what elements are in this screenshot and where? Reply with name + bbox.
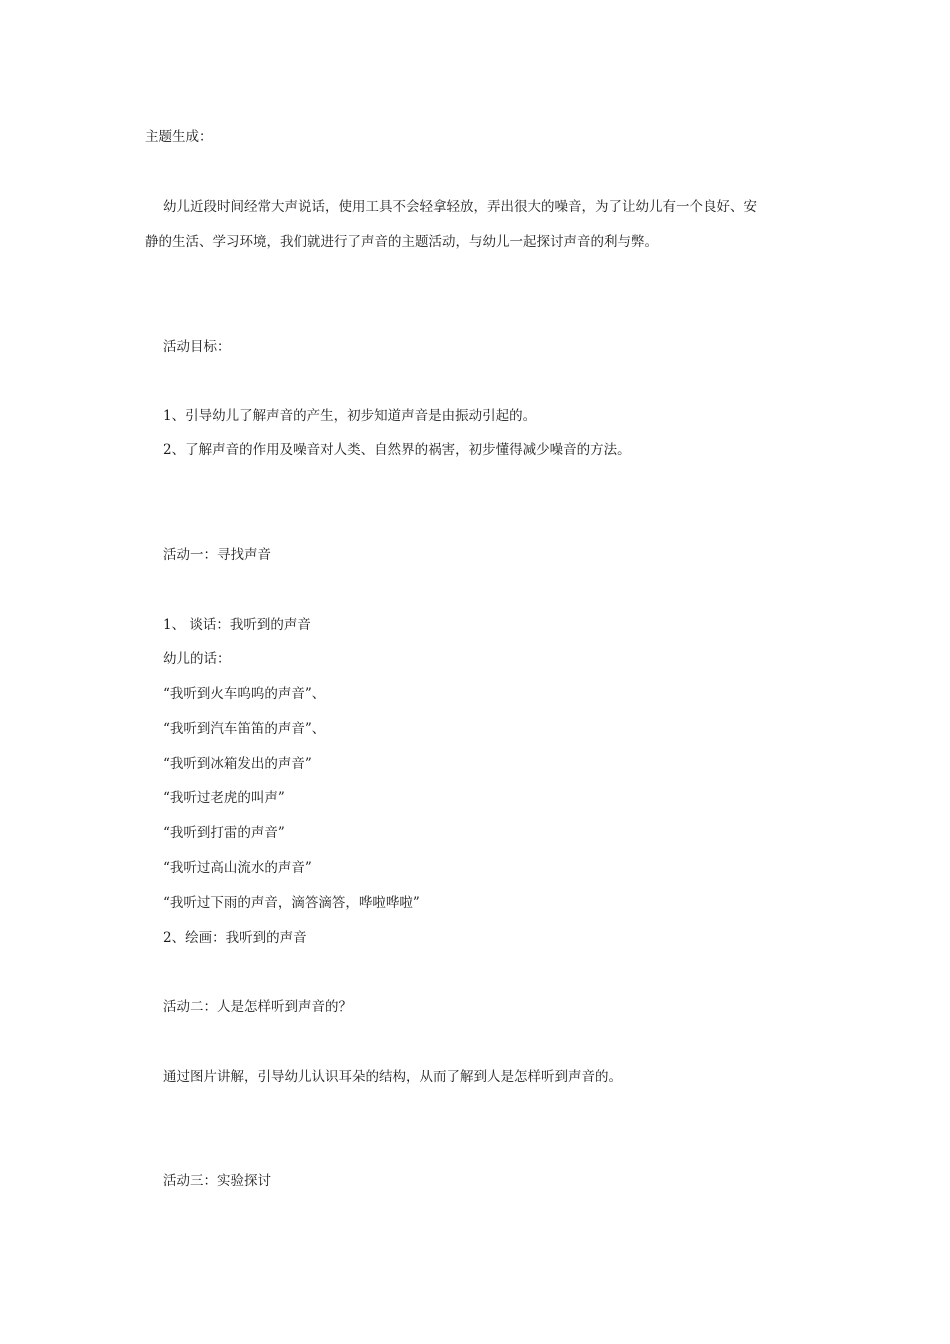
children-words-label: 幼儿的话： — [163, 651, 231, 667]
child-quote-1: “我听到火车呜呜的声音”、 — [163, 686, 326, 702]
activity1-talk: 1、 谈话：我听到的声音 — [163, 617, 311, 633]
child-quote-6: “我听过高山流水的声音” — [163, 860, 312, 876]
activity1-heading: 活动一：寻找声音 — [163, 547, 271, 563]
child-quote-2: “我听到汽车笛笛的声音”、 — [163, 721, 326, 737]
activity3-heading: 活动三：实验探讨 — [163, 1173, 271, 1189]
goals-heading: 活动目标： — [163, 339, 231, 355]
intro-paragraph-line-2: 静的生活、学习环境，我们就进行了声音的主题活动，与幼儿一起探讨声音的利与弊。 — [145, 234, 658, 250]
child-quote-7: “我听过下雨的声音，滴答滴答，哗啦哗啦” — [163, 895, 420, 911]
goal-item-1: 1、引导幼儿了解声音的产生，初步知道声音是由振动引起的。 — [163, 408, 537, 424]
activity2-heading: 活动二：人是怎样听到声音的？ — [163, 999, 352, 1015]
child-quote-5: “我听到打雷的声音” — [163, 825, 285, 841]
child-quote-3: “我听到冰箱发出的声音” — [163, 756, 312, 772]
theme-heading: 主题生成： — [145, 129, 213, 145]
goal-item-2: 2、了解声音的作用及噪音对人类、自然界的祸害，初步懂得减少噪音的方法。 — [163, 442, 631, 458]
activity2-text: 通过图片讲解，引导幼儿认识耳朵的结构，从而了解到人是怎样听到声音的。 — [163, 1069, 622, 1085]
activity1-drawing: 2、绘画：我听到的声音 — [163, 930, 307, 946]
intro-paragraph-line-1: 幼儿近段时间经常大声说话，使用工具不会轻拿轻放，弄出很大的噪音，为了让幼儿有一个良好、安 — [163, 199, 757, 215]
child-quote-4: “我听过老虎的叫声” — [163, 790, 285, 806]
